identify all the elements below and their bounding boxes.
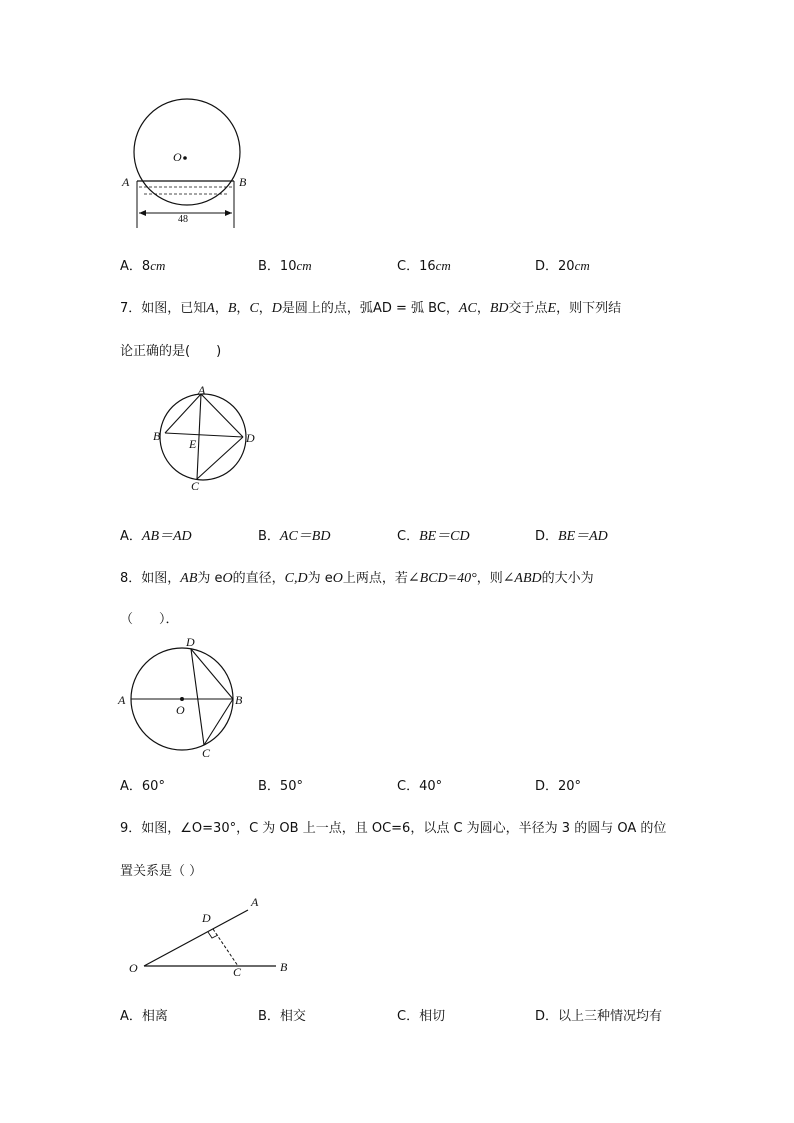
q6-option-d[interactable]: D．20cm bbox=[535, 258, 590, 274]
q9-label-c: C bbox=[233, 965, 242, 979]
q9-option-a[interactable]: A．相离 bbox=[120, 1009, 168, 1024]
q6-option-c[interactable]: C．16cm bbox=[397, 258, 451, 274]
q6-label-width: 48 bbox=[178, 214, 188, 225]
q9-label-a: A bbox=[251, 895, 259, 909]
q8-label-o: O bbox=[176, 703, 185, 717]
q9-label-o: O bbox=[129, 961, 138, 975]
q7-option-c[interactable]: C．BE＝CD bbox=[397, 529, 470, 544]
q7-option-d[interactable]: D．BE＝AD bbox=[535, 529, 608, 544]
q9-label-d: D bbox=[202, 911, 211, 925]
q7-label-d: D bbox=[246, 431, 255, 445]
q6-label-b: B bbox=[239, 175, 247, 189]
q7-label-a: A bbox=[198, 383, 206, 397]
q8-option-d[interactable]: D．20° bbox=[535, 779, 582, 794]
q9-option-d[interactable]: D．以上三种情况均有 bbox=[535, 1009, 663, 1024]
q7-option-a[interactable]: A．AB＝AD bbox=[120, 529, 192, 544]
q7-option-b[interactable]: B．AC＝BD bbox=[258, 529, 331, 544]
q8-option-c[interactable]: C．40° bbox=[397, 779, 443, 794]
q9-stem-line1: 9．如图，∠O=30°，C 为 OB 上一点，且 OC=6，以点 C 为圆心，半径为 3 的圆与 OA 的位 bbox=[120, 821, 667, 836]
q7-stem-line1: 7．如图，已知A，B，C，D是圆上的点，弧AD = 弧 BC，AC，BD交于点E，则下列结 bbox=[120, 301, 622, 316]
q8-label-c: C bbox=[202, 746, 211, 760]
q6-label-o: O bbox=[173, 150, 182, 164]
q9-figure bbox=[120, 890, 310, 980]
q8-label-a: A bbox=[118, 693, 126, 707]
q7-label-c: C bbox=[191, 479, 200, 493]
q7-label-b: B bbox=[153, 429, 161, 443]
q9-option-b[interactable]: B．相交 bbox=[258, 1009, 306, 1024]
q8-label-b: B bbox=[235, 693, 243, 707]
q9-label-b: B bbox=[280, 960, 288, 974]
q7-figure bbox=[145, 383, 265, 493]
q7-label-e: E bbox=[189, 437, 197, 451]
q8-option-a[interactable]: A．60° bbox=[120, 779, 165, 794]
q9-option-c[interactable]: C．相切 bbox=[397, 1009, 446, 1024]
q6-figure bbox=[110, 90, 270, 235]
q9-stem-line2: 置关系是（ ） bbox=[120, 864, 203, 879]
q8-label-d: D bbox=[186, 635, 195, 649]
q8-option-b[interactable]: B．50° bbox=[258, 779, 303, 794]
q6-option-b[interactable]: B．10cm bbox=[258, 258, 312, 274]
q6-label-a: A bbox=[122, 175, 130, 189]
q7-stem-line2: 论正确的是( ) bbox=[120, 344, 222, 359]
q8-figure bbox=[112, 632, 252, 762]
q8-stem-line1: 8．如图，AB为 eO的直径，C,D为 eO上两点，若∠BCD=40°，则∠ABD的大小为 bbox=[120, 571, 594, 586]
q8-stem-line2: （ ）． bbox=[120, 612, 179, 627]
q6-option-a[interactable]: A．8cm bbox=[120, 258, 166, 274]
